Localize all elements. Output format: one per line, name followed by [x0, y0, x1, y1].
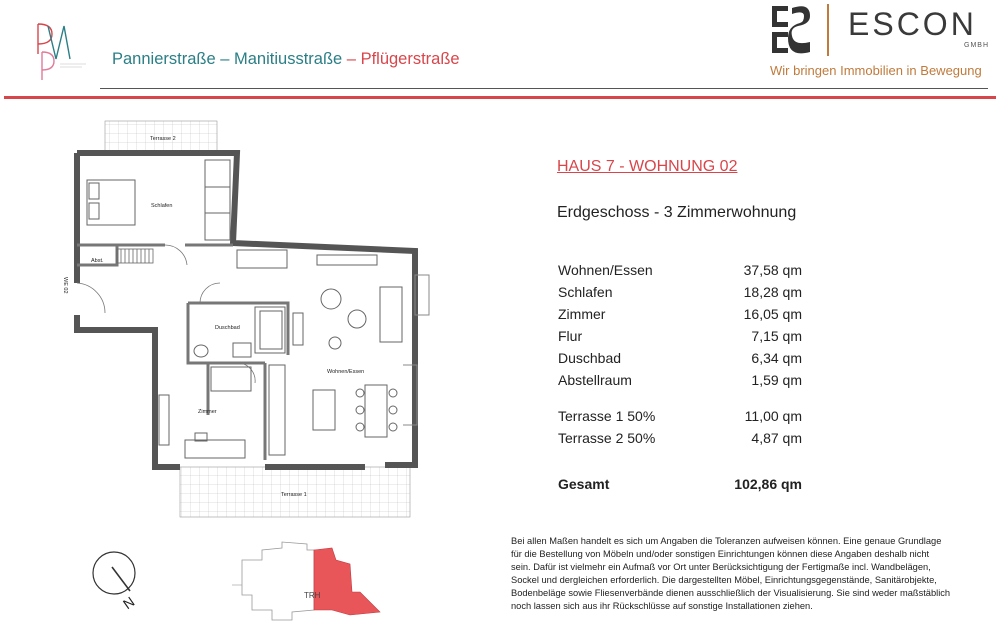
terrace-row	[558, 405, 802, 427]
terrace-name: Terrasse 2 50%	[558, 430, 656, 446]
street-separator: –	[342, 50, 361, 68]
label-schlafen: Schlafen	[151, 203, 173, 209]
terrace-area-list	[558, 405, 802, 449]
room-name: Zimmer	[558, 306, 606, 322]
room-name: Flur	[558, 328, 583, 344]
street-1: Pannierstraße	[112, 50, 216, 68]
room-area: 18,28 qm	[743, 284, 802, 300]
label-terrasse-1: Terrasse 1	[281, 492, 307, 498]
room-row	[558, 347, 802, 369]
floor-plan	[55, 115, 450, 520]
room-area: 16,05 qm	[743, 306, 802, 322]
room-row	[558, 369, 802, 391]
bedroom-furniture	[87, 160, 230, 240]
terrace-name: Terrasse 1 50%	[558, 408, 656, 424]
terrace-row	[558, 427, 802, 449]
street-3: Pflügerstraße	[360, 50, 460, 68]
storage-shelves	[117, 249, 153, 263]
room-row	[558, 259, 802, 281]
site-building-outline	[242, 542, 314, 620]
unit-title: HAUS 7 - WOHNUNG 02	[557, 158, 738, 175]
tagline: Wir bringen Immobilien in Bewegung	[770, 63, 982, 78]
label-terrasse-2: Terrasse 2	[150, 136, 176, 142]
label-zimmer: Zimmer	[198, 409, 217, 415]
site-trh-label: TRH	[304, 591, 321, 600]
pmp-logo	[30, 14, 90, 84]
room-name: Schlafen	[558, 284, 613, 300]
street-2: Manitiusstraße	[234, 50, 343, 68]
site-unit-highlight	[314, 548, 380, 615]
room-area: 1,59 qm	[751, 372, 802, 388]
room-area: 37,58 qm	[743, 262, 802, 278]
room-row	[558, 325, 802, 347]
label-we: WE 02	[62, 277, 68, 294]
brand-suffix: GMBH	[964, 42, 989, 49]
total-label: Gesamt	[558, 476, 610, 492]
room-name: Duschbad	[558, 350, 622, 366]
room-area: 7,15 qm	[751, 328, 802, 344]
room-row	[558, 303, 802, 325]
header-accent-line	[4, 96, 996, 99]
compass-icon	[90, 545, 150, 615]
street-separator: –	[215, 50, 234, 68]
label-abst: Abst.	[91, 258, 104, 264]
page-header	[0, 0, 1000, 100]
label-duschbad: Duschbad	[215, 325, 240, 331]
terrace-area: 11,00 qm	[744, 408, 802, 424]
total-row	[558, 473, 802, 495]
street-names	[112, 50, 460, 69]
room-furniture	[159, 395, 245, 458]
total-value: 102,86 qm	[734, 476, 802, 492]
room-name: Abstellraum	[558, 372, 632, 388]
compass-north-label: N	[119, 593, 138, 613]
unit-subtitle: Erdgeschoss - 3 Zimmerwohnung	[557, 204, 797, 221]
room-name: Wohnen/Essen	[558, 262, 653, 278]
disclaimer-text: Bei allen Maßen handelt es sich um Angaben die Toleranzen aufweisen können. Eine genaue Grundlage für die Bestellung von Möbeln und/oder sonstigen Einrichtungen können diese Angaben deshalb nicht sein. Dafür ist vielmehr ein Aufmaß vor Ort unter Berücksichtigung der Fertigmaße incl. Wandbelägen, Sockel und dergleichen erforderlich. Die dargestellten Möbel, Einrichtungsgegenstände, Sanitärobjekte, Bodenbeläge sowie Fliesenverbände dienen ausschließlich der Visualisierung. Sie sind weder maßstäblich noch lassen sich aus ihr Rückschlüsse auf sonstige Installationen ziehen.	[511, 536, 951, 611]
room-area: 6,34 qm	[751, 350, 802, 366]
room-area-list	[558, 259, 802, 391]
brand-name: ESCON	[848, 6, 977, 42]
site-plan	[232, 540, 392, 622]
room-row	[558, 281, 802, 303]
living-furniture	[211, 250, 402, 455]
label-wohnen: Wohnen/Essen	[327, 369, 365, 375]
header-divider	[100, 88, 988, 89]
total-area	[558, 473, 802, 495]
bathroom-fixtures	[194, 307, 285, 357]
exterior-walls	[77, 153, 415, 467]
terrace-area: 4,87 qm	[751, 430, 802, 446]
